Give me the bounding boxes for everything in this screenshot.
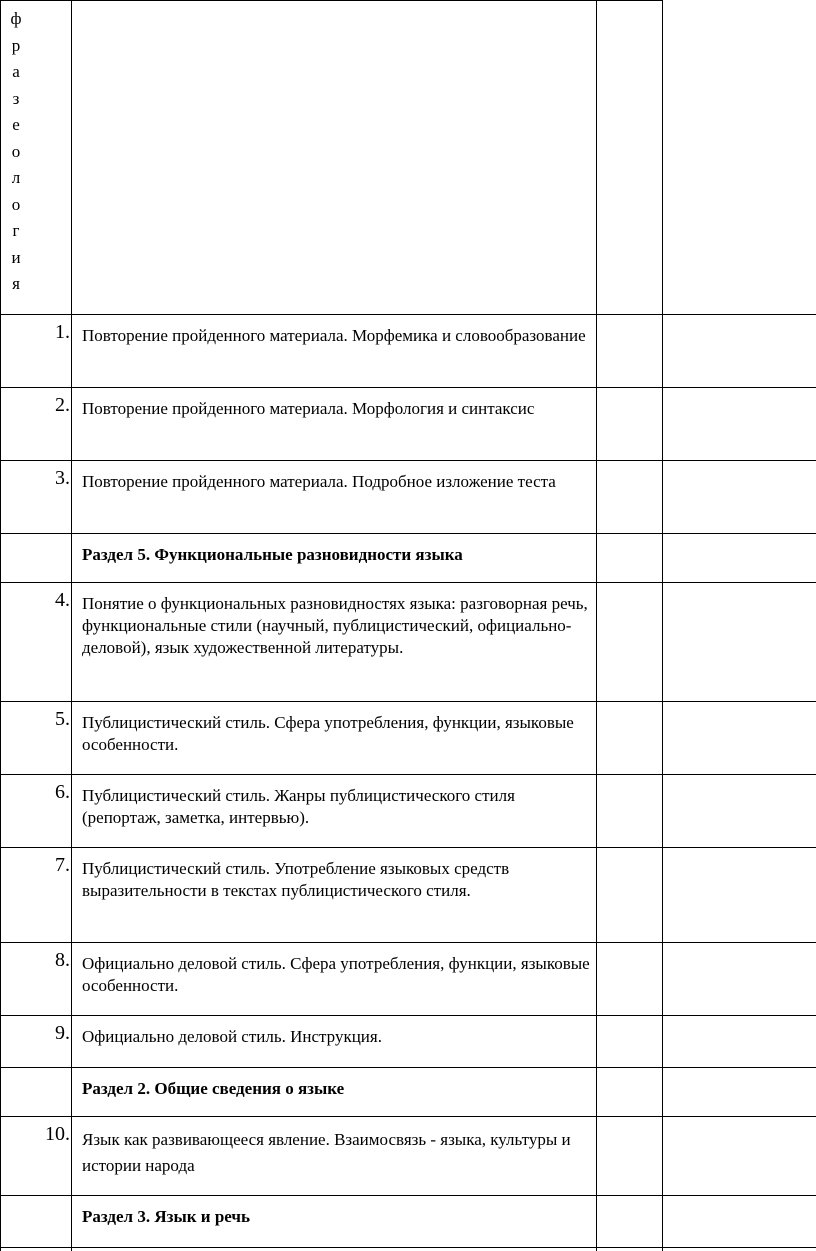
table-row <box>0 314 816 388</box>
row-number: 9. <box>55 1022 70 1044</box>
table-row <box>0 582 816 702</box>
row-text: Официально деловой стиль. Сфера употребления, функции, языковые особенности. <box>82 954 590 995</box>
row-number: 3. <box>55 467 70 489</box>
section-title: Раздел 2. Общие сведения о языке <box>82 1079 345 1098</box>
table-row <box>0 1015 816 1068</box>
table-row <box>0 387 816 461</box>
row-number: 6. <box>55 781 70 803</box>
row-text: Повторение пройденного материала. Морфология и синтаксис <box>82 399 535 418</box>
row-text: Официально деловой стиль. Инструкция. <box>82 1027 382 1046</box>
vertical-letter: я <box>12 274 20 293</box>
section-row <box>0 1067 816 1117</box>
table-row <box>0 774 816 848</box>
row-text: Понятие о функциональных разновидностях языка: разговорная речь, функциональные стили (научный, публицистический, официально-деловой), язык художественной литературы. <box>82 594 588 657</box>
row-text: Повторение пройденного материала. Морфемика и словообразование <box>82 326 586 345</box>
row-text: Повторение пройденного материала. Подробное изложение теста <box>82 472 556 491</box>
section-row <box>0 1195 816 1247</box>
vertical-letter: л <box>11 168 21 187</box>
section-row <box>0 533 816 583</box>
table-top-border <box>0 0 663 1</box>
vertical-letter: г <box>12 221 20 240</box>
vertical-letter: и <box>11 247 21 267</box>
vertical-letter: е <box>12 115 20 134</box>
row-text: Язык как развивающееся явление. Взаимосвязь - языка, культуры и истории народа <box>82 1130 571 1175</box>
section-title: Раздел 5. Функциональные разновидности языка <box>82 545 463 564</box>
table-row <box>0 1116 816 1196</box>
row-text: Публицистический стиль. Употребление языковых средств выразительности в текстах публицистического стиля. <box>82 859 510 900</box>
vertical-letter: ф <box>10 9 22 28</box>
row-number: 5. <box>55 708 70 730</box>
table-row <box>0 942 816 1016</box>
row-number: 7. <box>55 854 70 876</box>
vertical-letter: р <box>11 35 21 55</box>
row-number: 1. <box>55 321 70 343</box>
row-number: 4. <box>55 589 70 611</box>
vertical-letter: з <box>12 88 20 108</box>
row-number: 10. <box>45 1123 70 1145</box>
section-title: Раздел 3. Язык и речь <box>82 1207 250 1226</box>
row-text: Публицистический стиль. Жанры публицистического стиля (репортаж, заметка, интервью). <box>82 786 515 827</box>
vertical-letter: о <box>11 194 21 214</box>
table-row <box>0 701 816 775</box>
row-number: 8. <box>55 949 70 971</box>
vertical-letter: о <box>11 141 21 161</box>
header-vertical-word <box>9 6 23 298</box>
row-text: Публицистический стиль. Сфера употребления, функции, языковые особенности. <box>82 713 574 754</box>
row-number: 2. <box>55 394 70 416</box>
table-row <box>0 847 816 943</box>
vertical-letter: а <box>12 62 20 81</box>
table-bottom-border <box>0 1247 816 1248</box>
table-row <box>0 460 816 534</box>
